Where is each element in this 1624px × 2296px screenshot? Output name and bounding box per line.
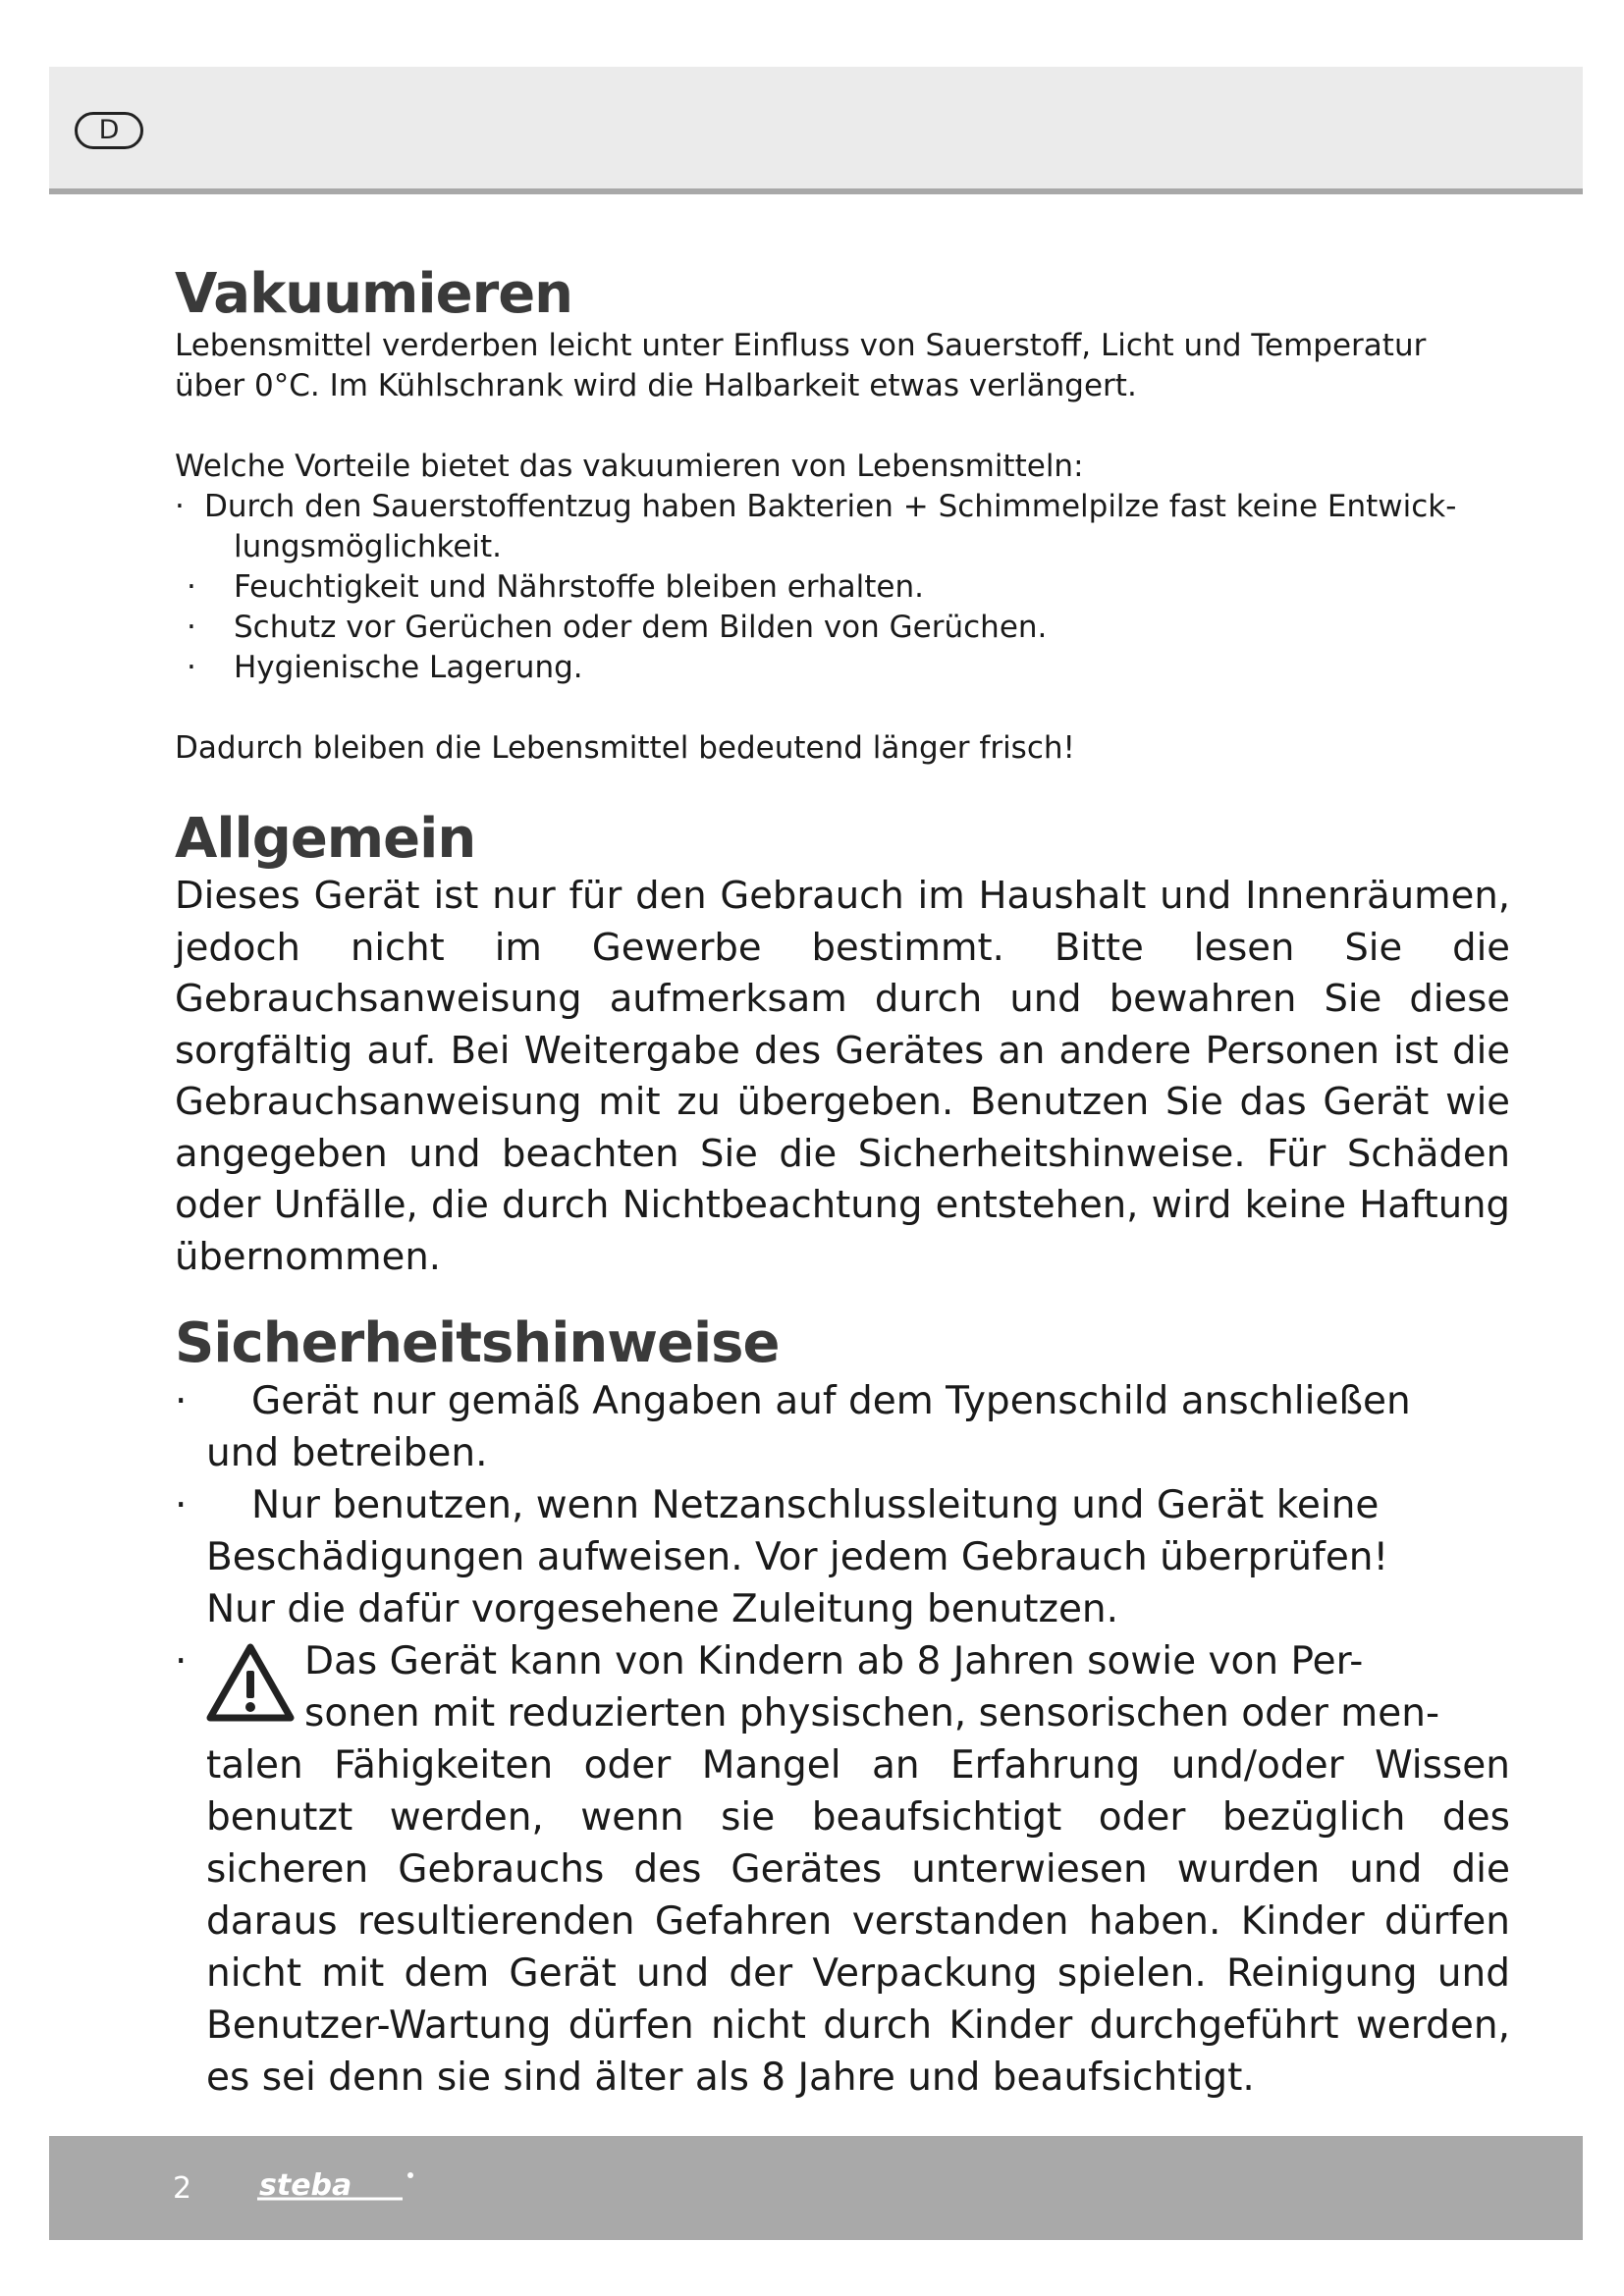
list-item: · Das Gerät kann von Kindern ab 8 Jahren sowie von Per- sonen mit reduzierten physischen, sensorischen oder men- talen Fähigkeiten oder Mangel an Erfahrung und/oder Wissen benutzt werden, wenn sie beaufsichtigt oder bezüglich des sicheren Gebrauchs des Gerätes unterwiesen wurden und die daraus resultierenden Gefahren verstanden haben. Kinder dürfen nicht mit dem Gerät und der Verpackung spielen. Reinigung und Benutzer-Wartung dürfen nicht durch Kinder durchgeführt werden, es sei denn sie sind älter als 8 Jahre und beaufsichtigt.	[175, 1635, 1510, 2104]
bullet-dot-icon: ·	[187, 650, 196, 685]
advantages-list	[175, 487, 1510, 688]
allgemein-body: Dieses Gerät ist nur für den Gebrauch im Haushalt und Innenräumen, jedoch nicht im Gewerbe bestimmt. Bitte lesen Sie die Gebrauchsanweisung aufmerksam durch und bewahren Sie diese sorgfältig auf. Bei Weitergabe des Gerätes an andere Personen ist die Gebrauchsanweisung mit zu übergeben. Benutzen Sie das Gerät wie angegeben und beachten Sie die Sicherheitshinweise. Für Schäden oder Unfälle, die durch Nichtbeachtung entstehen, wird keine Haftung übernommen.	[175, 874, 1510, 1279]
header-band	[49, 67, 1583, 194]
bullet-dot-icon: ·	[175, 1379, 188, 1423]
vakuumieren-conclusion: Dadurch bleiben die Lebensmittel bedeutend länger frisch!	[175, 730, 1075, 766]
list-item: · Gerät nur gemäß Angaben auf dem Typenschild anschließen und betreiben.	[175, 1375, 1510, 1479]
steba-logo-icon	[255, 2165, 422, 2213]
page-content	[175, 263, 1510, 2104]
bullet-dot-icon: ·	[187, 569, 196, 605]
vakuumieren-intro-line-1: Lebensmittel verderben leicht unter Einfluss von Sauerstoff, Licht und Temperatur	[175, 328, 1427, 363]
list-item: · Schutz vor Gerüchen oder dem Bilden von Gerüchen.	[175, 608, 1510, 648]
advantages-intro: Welche Vorteile bietet das vakuumieren von Lebensmitteln:	[175, 449, 1084, 484]
list-item: · Durch den Sauerstoffentzug haben Bakterien + Schimmelpilze fast keine Entwick- lungsmöglichkeit.	[175, 489, 1457, 564]
list-item: · Nur benutzen, wenn Netzanschlussleitung und Gerät keine Beschädigungen aufweisen. Vor jedem Gebrauch überprüfen! Nur die dafür vorgesehene Zuleitung benutzen.	[175, 1479, 1510, 1635]
bullet-dot-icon: ·	[175, 1483, 188, 1527]
safety-list	[175, 1375, 1510, 2104]
heading-allgemein: Allgemein	[175, 807, 476, 871]
bullet-dot-icon: ·	[175, 489, 185, 524]
svg-text:steba: steba	[259, 2168, 352, 2203]
list-item: · Hygienische Lagerung.	[175, 648, 1510, 688]
heading-sicherheitshinweise: Sicherheitshinweise	[175, 1311, 780, 1375]
heading-vakuumieren: Vakuumieren	[175, 262, 573, 326]
language-badge: D	[75, 112, 143, 149]
vakuumieren-intro-line-2: über 0°C. Im Kühlschrank wird die Halbarkeit etwas verlängert.	[175, 368, 1137, 403]
bullet-dot-icon: ·	[187, 610, 196, 645]
warning-icon	[204, 1641, 297, 1724]
bullet-dot-icon: ·	[175, 1639, 188, 1683]
page-number: 2	[173, 2171, 192, 2206]
footer-band	[49, 2136, 1583, 2240]
list-item: · Feuchtigkeit und Nährstoffe bleiben erhalten.	[175, 567, 1510, 608]
